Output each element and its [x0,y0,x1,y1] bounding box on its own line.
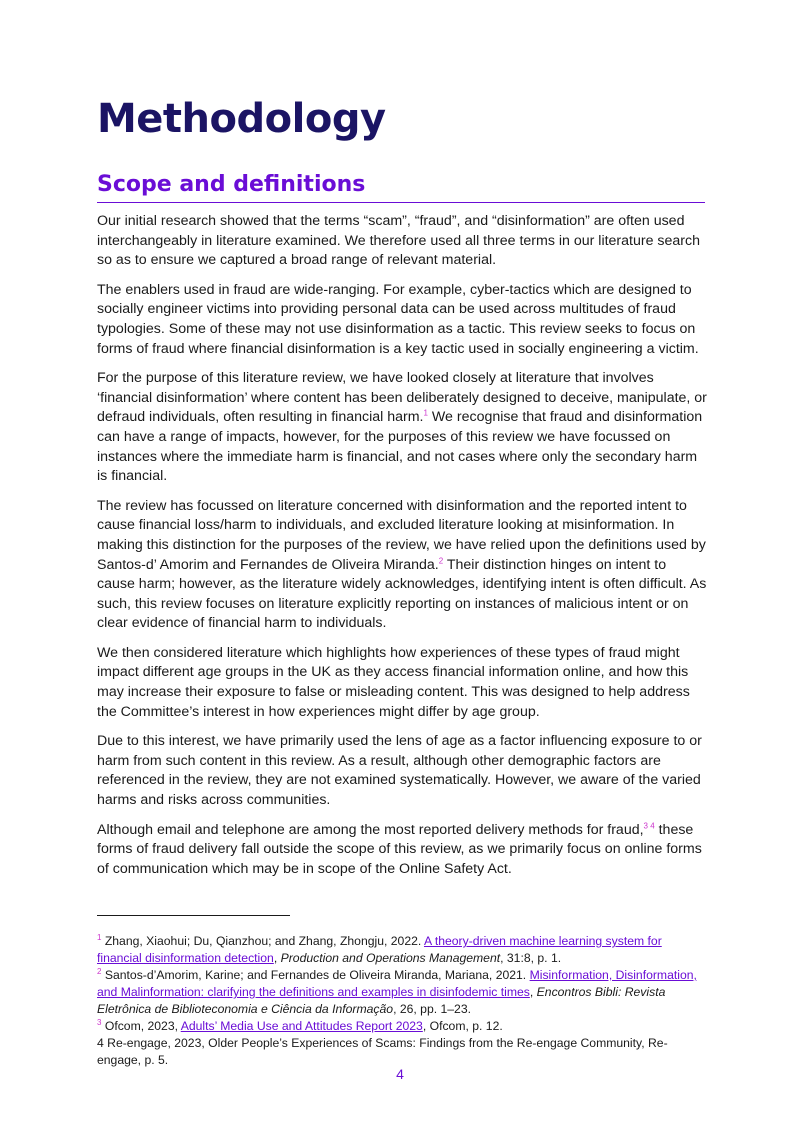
paragraph-5: We then considered literature which highlights how experiences of these types of fraud might impact different age groups in the UK as they access financial information online, and how this may increase their exposure to false or misleading content. This was designed to help address the Committee’s interest in how experiences might differ by age group. [97,644,690,720]
footnote-2-number: 2 [97,966,102,976]
paragraph-7 [97,821,707,880]
footnote-2 [97,967,707,1018]
footnote-2-pre: Santos-d’Amorim, Karine; and Fernandes de Oliveira Miranda, Mariana, 2021. [101,968,530,982]
paragraph-1: Our initial research showed that the terms “scam”, “fraud”, and “disinformation” are often used interchangeably in literature examined. We therefore used all three terms in our literature search so as to ensure we captured a broad range of relevant material. [97,213,701,269]
paragraph-4 [97,497,707,634]
footnotes [97,933,707,1069]
section-divider [97,202,705,203]
footnote-1-journal: Production and Operations Management [280,951,501,965]
section-heading: Scope and definitions [97,172,366,197]
footnote-2-link[interactable]: Misinformation, Disinformation, and Malinformation: clarifying the definitions and examples in disinfodemic times [97,968,697,999]
paragraph-3-text-a: For the purpose of this literature review, we have looked closely at literature that involves ‘financial disinformation’ where content has been deliberately designed to deceive, manipulate, or defraud individuals, often resulting in financial harm. [97,370,707,426]
footnote-3-post: , Ofcom, p. 12. [422,1019,503,1033]
footnote-1 [97,933,707,967]
footnote-divider [97,915,290,916]
footnote-ref-3-4[interactable]: 3 4 [643,820,655,830]
page-title: Methodology [97,96,386,142]
footnote-3-number: 3 [97,1017,102,1027]
footnote-1-pre: Zhang, Xiaohui; Du, Qianzhou; and Zhang, Zhongju, 2022. [101,934,424,948]
footnote-3-pre: Ofcom, 2023, [101,1019,181,1033]
footnote-2-journal: Encontros Bibli: Revista Eletrônica de Biblioteconomia e Ciência da Informação [97,985,666,1016]
paragraph-4-text-b: Their distinction hinges on intent to cause harm; however, as the literature widely acknowledges, identifying intent is often difficult. As such, this review focuses on literature explicitly reporting on instances of malicious intent or on clear evidence of financial harm to individuals. [97,556,707,632]
paragraph-2: The enablers used in fraud are wide-ranging. For example, cyber-tactics which are designed to socially engineer victims into providing personal data can be used across multitudes of fraud typologies. Some of these may not use disinformation as a tactic. This review seeks to focus on forms of fraud where financial disinformation is a key tactic used in socially engineering a victim. [97,281,699,357]
paragraph-7-text-a: Although email and telephone are among the most reported delivery methods for fraud, [97,821,644,838]
footnote-1-post: , 31:8, p. 1. [500,951,562,965]
footnote-3 [97,1018,707,1035]
footnote-2-mid: , [529,985,537,999]
footnote-2-post: , 26, pp. 1–23. [393,1002,471,1016]
footnote-3-link[interactable]: Adults’ Media Use and Attitudes Report 2023 [180,1019,423,1033]
footnote-1-link[interactable]: A theory-driven machine learning system for financial disinformation detection [97,934,662,965]
body-text [97,212,707,889]
footnote-1-mid: , [273,951,281,965]
paragraph-3 [97,369,707,487]
footnote-1-number: 1 [97,932,102,942]
footnote-ref-2[interactable]: 2 [438,555,444,565]
paragraph-4-text-a: The review has focussed on literature concerned with disinformation and the reported intent to cause financial loss/harm to individuals, and excluded literature looking at misinformation. In making this distinction for the purposes of the review, we have relied upon the definitions used by Santos-d’ Amorim and Fernandes de Oliveira Miranda. [97,497,706,573]
footnote-ref-1[interactable]: 1 [423,408,428,418]
footnote-4: 4 Re-engage, 2023, Older People’s Experiences of Scams: Findings from the Re-engage Community, Re-engage, p. 5. [97,1036,668,1067]
paragraph-6: Due to this interest, we have primarily used the lens of age as a factor influencing exposure to or harm from such content in this review. As a result, although other demographic factors are referenced in the review, they are not examined systematically. However, we aware of the varied harms and risks across communities. [97,733,702,809]
paragraph-7-text-b: these forms of fraud delivery fall outside the scope of this review, as we primarily focus on online forms of communication which may be in scope of the Online Safety Act. [97,821,702,877]
paragraph-3-text-b: We recognise that fraud and disinformation can have a range of impacts, however, for the purposes of this review we have focussed on instances where the immediate harm is financial, and not cases where only the secondary harm is financial. [97,409,703,485]
page-number: 4 [396,1066,404,1082]
